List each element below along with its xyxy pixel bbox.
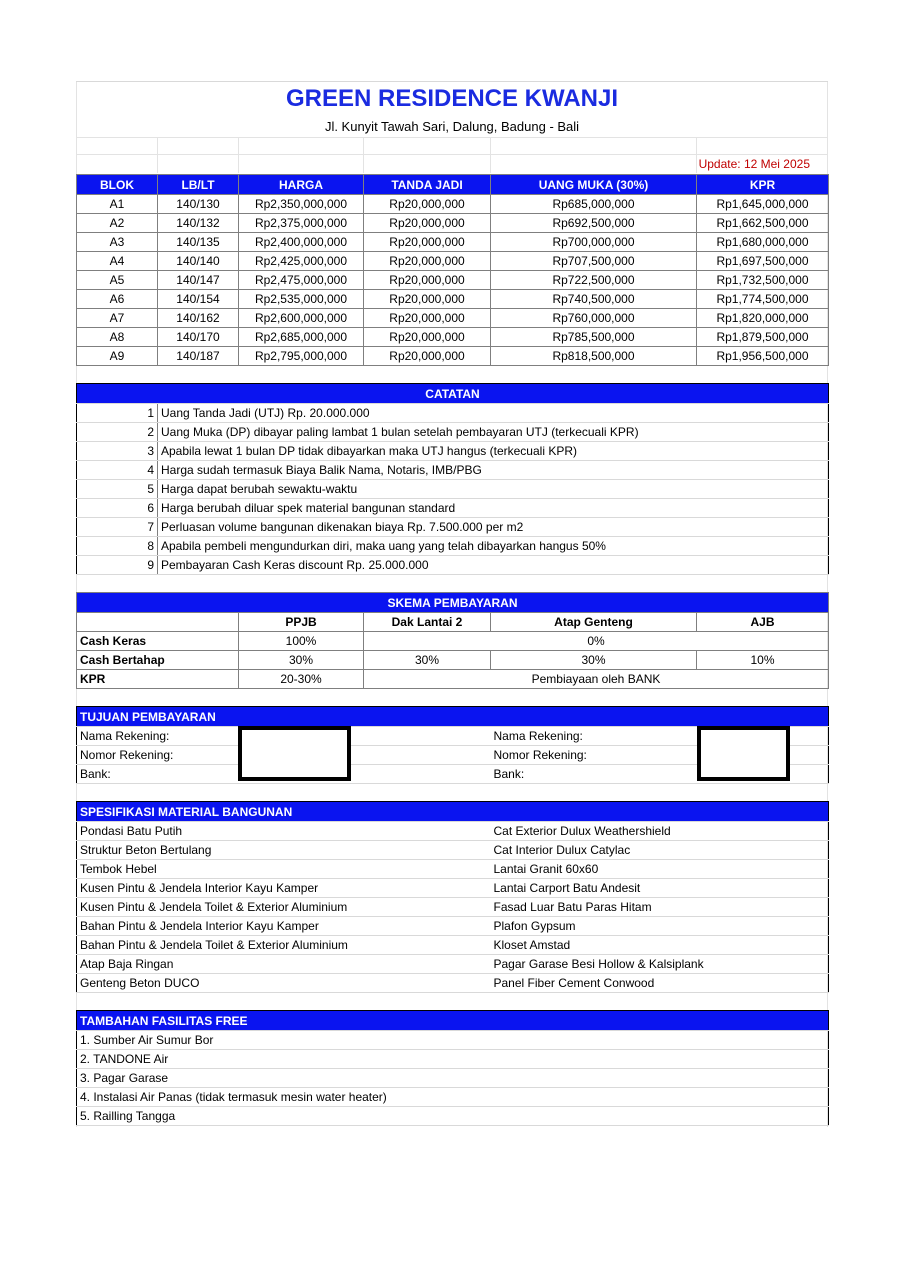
kpr-cell: Rp1,732,500,000 <box>697 271 829 290</box>
table-row <box>77 271 829 290</box>
table-row <box>77 328 829 347</box>
tanda-jadi-cell: Rp20,000,000 <box>364 214 491 233</box>
blok-cell: A4 <box>77 252 158 271</box>
list-item <box>77 480 829 499</box>
lb-lt-cell: 140/154 <box>158 290 239 309</box>
kpr-cell: Rp1,820,000,000 <box>697 309 829 328</box>
lb-lt-cell: 140/140 <box>158 252 239 271</box>
note-number: 5 <box>77 480 158 499</box>
kpr-cell: Rp1,662,500,000 <box>697 214 829 233</box>
harga-cell: Rp2,475,000,000 <box>239 271 364 290</box>
fasilitas-item: 2. TANDONE Air <box>77 1050 829 1069</box>
blok-cell: A2 <box>77 214 158 233</box>
lb-lt-cell: 140/132 <box>158 214 239 233</box>
tanda-jadi-cell: Rp20,000,000 <box>364 271 491 290</box>
price-table <box>76 174 829 366</box>
spesifikasi-table <box>76 801 829 993</box>
value-cell: 20-30% <box>239 670 364 689</box>
list-item <box>77 518 829 537</box>
fasilitas-title: TAMBAHAN FASILITAS FREE <box>77 1011 829 1031</box>
column-header: Dak Lantai 2 <box>364 613 491 632</box>
bank-label: Bank: <box>77 765 239 784</box>
spec-item: Bahan Pintu & Jendela Toilet & Exterior Aluminium <box>77 936 491 955</box>
catatan-title: CATATAN <box>77 384 829 404</box>
blok-cell: A9 <box>77 347 158 366</box>
note-text: Perluasan volume bangunan dikenakan biaya Rp. 7.500.000 per m2 <box>158 518 829 537</box>
empty-cell <box>77 613 239 632</box>
list-item <box>77 404 829 423</box>
fasilitas-table <box>76 1010 829 1126</box>
uang-muka-cell: Rp722,500,000 <box>491 271 697 290</box>
spec-item: Kusen Pintu & Jendela Interior Kayu Kamper <box>77 879 491 898</box>
list-item <box>77 442 829 461</box>
price-table-header <box>77 175 829 195</box>
uang-muka-cell: Rp785,500,000 <box>491 328 697 347</box>
list-item <box>77 1107 829 1126</box>
note-number: 7 <box>77 518 158 537</box>
lb-lt-cell: 140/130 <box>158 195 239 214</box>
tanda-jadi-cell: Rp20,000,000 <box>364 290 491 309</box>
spec-item: Struktur Beton Bertulang <box>77 841 491 860</box>
address: Jl. Kunyit Tawah Sari, Dalung, Badung - Bali <box>324 119 580 134</box>
fasilitas-item: 5. Railling Tangga <box>77 1107 829 1126</box>
lb-lt-cell: 140/170 <box>158 328 239 347</box>
row-label: KPR <box>77 670 239 689</box>
catatan-table <box>76 383 829 575</box>
skema-table <box>76 592 829 689</box>
uang-muka-cell: Rp707,500,000 <box>491 252 697 271</box>
table-row <box>77 936 829 955</box>
table-row <box>77 252 829 271</box>
table-row <box>77 195 829 214</box>
spacer <box>76 993 828 1010</box>
spec-item: Bahan Pintu & Jendela Interior Kayu Kamper <box>77 917 491 936</box>
harga-cell: Rp2,400,000,000 <box>239 233 364 252</box>
spacer <box>76 575 828 592</box>
list-item <box>77 1069 829 1088</box>
column-header: PPJB <box>239 613 364 632</box>
list-item <box>77 461 829 480</box>
value-cell: 30% <box>239 651 364 670</box>
table-row <box>77 290 829 309</box>
spec-item: Kloset Amstad <box>491 936 829 955</box>
update-date: Update: 12 Mei 2025 <box>698 157 810 171</box>
kpr-cell: Rp1,645,000,000 <box>697 195 829 214</box>
table-row <box>77 670 829 689</box>
harga-cell: Rp2,795,000,000 <box>239 347 364 366</box>
spec-item: Atap Baja Ringan <box>77 955 491 974</box>
note-number: 3 <box>77 442 158 461</box>
table-row <box>77 651 829 670</box>
bank-label: Bank: <box>491 765 697 784</box>
spacer <box>76 366 828 383</box>
note-text: Harga sudah termasuk Biaya Balik Nama, Notaris, IMB/PBG <box>158 461 829 480</box>
note-text: Harga berubah diluar spek material bangunan standard <box>158 499 829 518</box>
value-cell: 10% <box>697 651 829 670</box>
blok-cell: A7 <box>77 309 158 328</box>
note-text: Harga dapat berubah sewaktu-waktu <box>158 480 829 499</box>
tanda-jadi-cell: Rp20,000,000 <box>364 233 491 252</box>
redacted-account-box-right <box>697 726 790 781</box>
blok-cell: A1 <box>77 195 158 214</box>
fasilitas-item: 3. Pagar Garase <box>77 1069 829 1088</box>
note-number: 2 <box>77 423 158 442</box>
table-row <box>77 632 829 651</box>
spec-item: Pagar Garase Besi Hollow & Kalsiplank <box>491 955 829 974</box>
spec-item: Lantai Granit 60x60 <box>491 860 829 879</box>
kpr-cell: Rp1,956,500,000 <box>697 347 829 366</box>
table-row <box>77 917 829 936</box>
blok-cell: A8 <box>77 328 158 347</box>
uang-muka-cell: Rp692,500,000 <box>491 214 697 233</box>
skema-title: SKEMA PEMBAYARAN <box>77 593 829 613</box>
column-header: KPR <box>697 175 829 195</box>
harga-cell: Rp2,375,000,000 <box>239 214 364 233</box>
note-number: 1 <box>77 404 158 423</box>
note-number: 4 <box>77 461 158 480</box>
spacer <box>76 689 828 706</box>
fasilitas-item: 1. Sumber Air Sumur Bor <box>77 1031 829 1050</box>
redacted-account-box-left <box>238 726 351 781</box>
list-item <box>77 537 829 556</box>
table-row <box>77 822 829 841</box>
uang-muka-cell: Rp740,500,000 <box>491 290 697 309</box>
tanda-jadi-cell: Rp20,000,000 <box>364 347 491 366</box>
table-row <box>77 974 829 993</box>
note-text: Pembayaran Cash Keras discount Rp. 25.000.000 <box>158 556 829 575</box>
spec-item: Cat Interior Dulux Catylac <box>491 841 829 860</box>
column-header: AJB <box>697 613 829 632</box>
blok-cell: A6 <box>77 290 158 309</box>
blok-cell: A5 <box>77 271 158 290</box>
note-text: Apabila lewat 1 bulan DP tidak dibayarkan maka UTJ hangus (terkecuali KPR) <box>158 442 829 461</box>
price-list-sheet <box>76 81 828 1126</box>
note-text: Apabila pembeli mengundurkan diri, maka uang yang telah dibayarkan hangus 50% <box>158 537 829 556</box>
table-row <box>77 955 829 974</box>
tujuan-section <box>76 706 828 784</box>
table-row <box>77 233 829 252</box>
tanda-jadi-cell: Rp20,000,000 <box>364 328 491 347</box>
column-header: BLOK <box>77 175 158 195</box>
rekening-name-label: Nama Rekening: <box>491 727 697 746</box>
fasilitas-item: 4. Instalasi Air Panas (tidak termasuk mesin water heater) <box>77 1088 829 1107</box>
note-text: Uang Tanda Jadi (UTJ) Rp. 20.000.000 <box>158 404 829 423</box>
note-number: 9 <box>77 556 158 575</box>
page-title: GREEN RESIDENCE KWANJI <box>76 81 828 116</box>
note-number: 6 <box>77 499 158 518</box>
rekening-number-label: Nomor Rekening: <box>491 746 697 765</box>
spec-item: Fasad Luar Batu Paras Hitam <box>491 898 829 917</box>
kpr-cell: Rp1,680,000,000 <box>697 233 829 252</box>
harga-cell: Rp2,350,000,000 <box>239 195 364 214</box>
uang-muka-cell: Rp685,000,000 <box>491 195 697 214</box>
table-row <box>77 860 829 879</box>
list-item <box>77 556 829 575</box>
note-number: 8 <box>77 537 158 556</box>
spec-item: Kusen Pintu & Jendela Toilet & Exterior Aluminium <box>77 898 491 917</box>
table-row <box>77 214 829 233</box>
column-header: TANDA JADI <box>364 175 491 195</box>
note-text: Uang Muka (DP) dibayar paling lambat 1 bulan setelah pembayaran UTJ (terkecuali KPR) <box>158 423 829 442</box>
lb-lt-cell: 140/162 <box>158 309 239 328</box>
rekening-name-label: Nama Rekening: <box>77 727 239 746</box>
table-row <box>77 347 829 366</box>
spec-item: Tembok Hebel <box>77 860 491 879</box>
spec-item: Genteng Beton DUCO <box>77 974 491 993</box>
lb-lt-cell: 140/135 <box>158 233 239 252</box>
spesifikasi-title: SPESIFIKASI MATERIAL BANGUNAN <box>77 802 829 822</box>
uang-muka-cell: Rp700,000,000 <box>491 233 697 252</box>
list-item <box>77 1050 829 1069</box>
kpr-cell: Rp1,774,500,000 <box>697 290 829 309</box>
kpr-cell: Rp1,879,500,000 <box>697 328 829 347</box>
skema-header-row <box>77 613 829 632</box>
uang-muka-cell: Rp818,500,000 <box>491 347 697 366</box>
list-item <box>77 1031 829 1050</box>
spec-item: Plafon Gypsum <box>491 917 829 936</box>
blok-cell: A3 <box>77 233 158 252</box>
lb-lt-cell: 140/147 <box>158 271 239 290</box>
column-header: LB/LT <box>158 175 239 195</box>
spacer <box>76 784 828 801</box>
harga-cell: Rp2,685,000,000 <box>239 328 364 347</box>
tanda-jadi-cell: Rp20,000,000 <box>364 195 491 214</box>
spec-item: Panel Fiber Cement Conwood <box>491 974 829 993</box>
harga-cell: Rp2,535,000,000 <box>239 290 364 309</box>
blank-row <box>76 138 828 155</box>
row-label: Cash Keras <box>77 632 239 651</box>
table-row <box>77 841 829 860</box>
list-item <box>77 499 829 518</box>
uang-muka-cell: Rp760,000,000 <box>491 309 697 328</box>
lb-lt-cell: 140/187 <box>158 347 239 366</box>
harga-cell: Rp2,600,000,000 <box>239 309 364 328</box>
list-item <box>77 1088 829 1107</box>
table-row <box>77 898 829 917</box>
spec-item: Cat Exterior Dulux Weathershield <box>491 822 829 841</box>
value-cell: Pembiayaan oleh BANK <box>364 670 829 689</box>
harga-cell: Rp2,425,000,000 <box>239 252 364 271</box>
value-cell: 100% <box>239 632 364 651</box>
tanda-jadi-cell: Rp20,000,000 <box>364 309 491 328</box>
tanda-jadi-cell: Rp20,000,000 <box>364 252 491 271</box>
column-header: Atap Genteng <box>491 613 697 632</box>
table-row <box>77 879 829 898</box>
tujuan-title: TUJUAN PEMBAYARAN <box>77 707 829 727</box>
column-header: HARGA <box>239 175 364 195</box>
spec-item: Lantai Carport Batu Andesit <box>491 879 829 898</box>
table-row <box>77 309 829 328</box>
list-item <box>77 423 829 442</box>
kpr-cell: Rp1,697,500,000 <box>697 252 829 271</box>
value-cell: 0% <box>364 632 829 651</box>
column-header: UANG MUKA (30%) <box>491 175 697 195</box>
rekening-number-label: Nomor Rekening: <box>77 746 239 765</box>
row-label: Cash Bertahap <box>77 651 239 670</box>
value-cell: 30% <box>364 651 491 670</box>
spec-item: Pondasi Batu Putih <box>77 822 491 841</box>
value-cell: 30% <box>491 651 697 670</box>
